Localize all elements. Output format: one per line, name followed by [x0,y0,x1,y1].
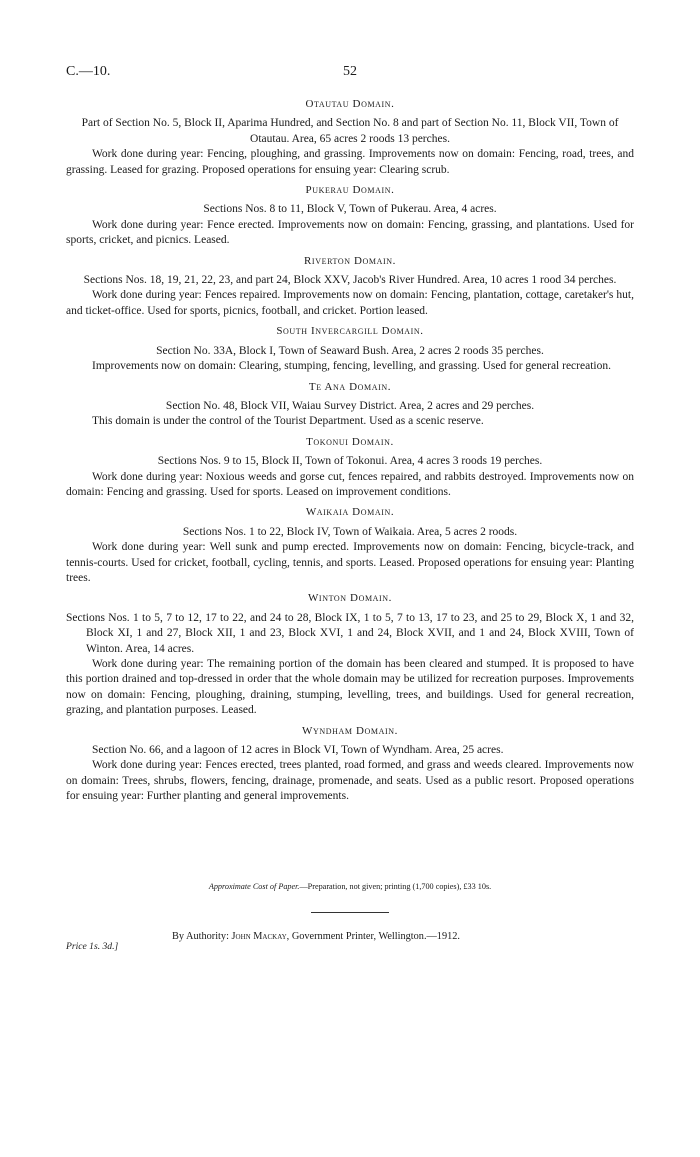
domain-report: Work done during year: Fences repaired. Improvements now on domain: Fencing, plantation, cottage, caretaker's hut, and ticket-office. Used for sports, picnics, football, and cricket. Portion leased. [66,289,634,317]
domain-section-winton [66,591,634,718]
domain-title: Otautau Domain. [305,98,395,110]
domain-title: Pukerau Domain. [305,184,395,197]
domain-sections [66,95,634,805]
authority-suffix: , Government Printer, Wellington.—1912. [286,931,460,942]
domain-description: Section No. 66, and a lagoon of 12 acres in Block VI, Town of Wyndham. Area, 25 acres. [92,744,504,757]
domain-section-south-invercargill [66,324,634,374]
domain-report: Work done during year: Fences erected, trees planted, road formed, and grass and weeds cleared. Improvements now on domain: Trees, shrubs, flowers, fencing, drainage, promenade, and seats. Used as a public resort. Proposed operations for ensuing year: Further planting and general improvements. [66,759,634,803]
domain-section-pukerau [66,183,634,249]
domain-report: Work done during year: The remaining portion of the domain has been cleared and stumped. It is proposed to have this portion drained and top-dressed in order that the whole domain may be utilized for recreation purposes. Improvements now on domain: Fencing, ploughing, draining, stumping, levelling, trees, and buildings. Used for general recreation, grazing, and plantation purposes. Leased. [66,658,634,717]
domain-title: Winton Domain. [307,592,393,605]
domain-description: Sections Nos. 1 to 22, Block IV, Town of Waikaia. Area, 5 acres 2 roods. [182,525,518,538]
document-reference: C.—10. [66,64,111,79]
domain-report: Improvements now on domain: Clearing, stumping, fencing, levelling, and grassing. Used for general recreation. [92,360,611,373]
domain-section-riverton [66,254,634,320]
domain-description: Section No. 48, Block VII, Waiau Survey District. Area, 2 acres and 29 perches. [165,399,535,412]
cost-text: —Preparation, not given; printing (1,700 copies), £33 10s. [299,882,492,891]
domain-title: Tokonui Domain. [306,435,394,448]
domain-title: South Invercargill Domain. [276,325,424,338]
domain-report: This domain is under the control of the Tourist Department. Used as a scenic reserve. [92,415,484,428]
cost-of-paper-note [0,882,700,891]
domain-title: Waikaia Domain. [305,506,395,519]
footer-divider [311,912,389,913]
page-number: 52 [343,64,357,79]
printer-authority-line [172,931,460,942]
domain-section-wyndham [66,724,634,805]
domain-report: Work done during year: Noxious weeds and gorse cut, fences repaired, and rabbits destroyed. Improvements now on domain: Fencing and grassing. Used for sports. Leased on improvement conditions. [66,470,634,498]
authority-prefix: By Authority: [172,931,229,942]
domain-title: Te Ana Domain. [308,380,392,393]
domain-description: Part of Section No. 5, Block II, Aparima Hundred, and Section No. 8 and part of Section No. 11, Block VII, Town of Otautau. Area, 65 acres 2 roods 13 perches. [81,117,619,145]
cost-label: Approximate Cost of Paper. [208,882,300,891]
domain-section-otautau [66,97,634,178]
domain-title: Riverton Domain. [304,254,396,267]
price-note: Price 1s. 3d.] [66,941,119,952]
domain-section-te-ana [66,380,634,430]
domain-description: Sections Nos. 9 to 15, Block II, Town of Tokonui. Area, 4 acres 3 roods 19 perches. [157,455,543,468]
domain-description: Sections Nos. 1 to 5, 7 to 12, 17 to 22, and 24 to 28, Block IX, 1 to 5, 7 to 13, 17 to 23, and 25 to 29, Block X, 1 and 32, Block XI, 1 and 27, Block XII, 1 and 23, Block XVI, 1 and 24, Block XVII, and 1 and 24, Block XVIII, Town of Winton. Area, 14 acres. [66,611,634,655]
domain-title: Wyndham Domain. [302,724,398,737]
domain-description: Sections Nos. 18, 19, 21, 22, 23, and part 24, Block XXV, Jacob's River Hundred. Area, 10 acres 1 rood 34 perches. [83,274,617,287]
domain-description: Sections Nos. 8 to 11, Block V, Town of Pukerau. Area, 4 acres. [203,203,497,216]
printer-name: John Mackay [231,931,287,942]
domain-section-waikaia [66,505,634,586]
domain-report: Work done during year: Fencing, ploughing, and grassing. Improvements now on domain: Fencing, road, trees, and grassing. Leased for grazing. Proposed operations for ensuing year: Clearing scrub. [66,148,634,176]
domain-section-tokonui [66,435,634,501]
domain-description: Section No. 33A, Block I, Town of Seaward Bush. Area, 2 acres 2 roods 35 perches. [156,344,544,357]
domain-report: Work done during year: Well sunk and pump erected. Improvements now on domain: Fencing, bicycle-track, and tennis-courts. Used for cricket, football, cycling, tennis, and sports. Leased. Proposed operations for ensuing year: Planting trees. [66,541,634,584]
domain-report: Work done during year: Fence erected. Improvements now on domain: Fencing, grassing, and plantations. Used for sports, cricket, and picnics. Leased. [66,218,634,247]
